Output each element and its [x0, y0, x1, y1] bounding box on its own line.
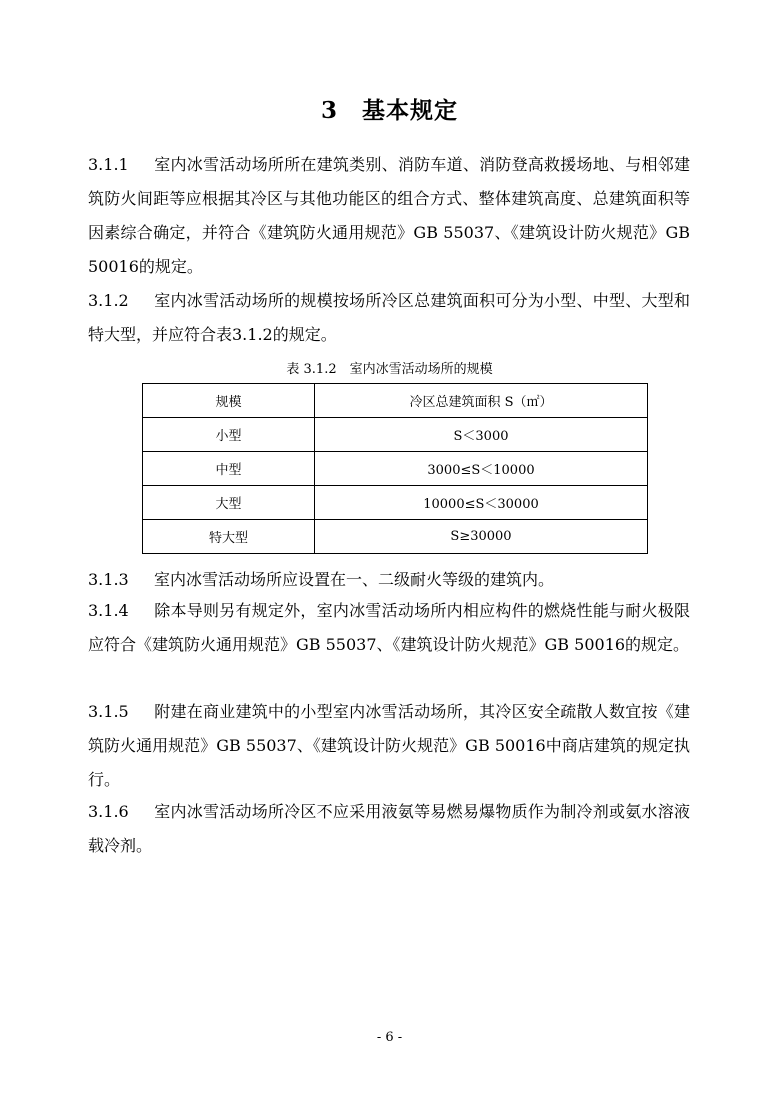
clause-number: 3.1.5	[88, 702, 129, 721]
table-caption: 表 3.1.2 室内冰雪活动场所的规模	[286, 362, 493, 377]
clause-number: 3.1.1	[88, 155, 129, 174]
clause-3-1-4	[88, 594, 690, 662]
clause-text: 除本导则另有规定外，室内冰雪活动场所内相应构件的燃烧性能与耐火极限应符合《建筑防火通用规范》GB 55037、《建筑设计防火规范》GB 50016的规定。	[88, 601, 690, 654]
table-header-row	[143, 384, 648, 418]
table-row	[143, 520, 648, 554]
clause-number: 3.1.6	[88, 802, 129, 821]
table-cell: S≥30000	[315, 520, 648, 554]
clause-text: 室内冰雪活动场所冷区不应采用液氨等易燃易爆物质作为制冷剂或氨水溶液载冷剂。	[88, 802, 690, 855]
clause-3-1-3	[88, 563, 690, 597]
clause-3-1-2	[88, 284, 690, 352]
table-cell: 3000≤S＜10000	[315, 452, 648, 486]
page-number: - 6 -	[376, 1030, 403, 1045]
clause-text: 室内冰雪活动场所的规模按场所冷区总建筑面积可分为小型、中型、大型和特大型，并应符合表3.1.2的规定。	[88, 291, 690, 344]
table-cell: 中型	[143, 452, 315, 486]
table-cell: S＜3000	[315, 418, 648, 452]
clause-text: 室内冰雪活动场所所在建筑类别、消防车道、消防登高救援场地、与相邻建筑防火间距等应根据其冷区与其他功能区的组合方式、整体建筑高度、总建筑面积等因素综合确定，并符合《建筑防火通用规范》GB 55037、《建筑设计防火规范》GB 50016的规定。	[88, 155, 690, 276]
table-header-cell: 冷区总建筑面积 S（㎡）	[315, 384, 648, 418]
table-row	[143, 486, 648, 520]
clause-number: 3.1.3	[88, 570, 129, 589]
clause-3-1-1	[88, 148, 690, 284]
clause-number: 3.1.2	[88, 291, 129, 310]
table-cell: 小型	[143, 418, 315, 452]
page-title: 3 基本规定	[320, 97, 458, 124]
table-cell: 大型	[143, 486, 315, 520]
table-cell: 10000≤S＜30000	[315, 486, 648, 520]
clause-3-1-5	[88, 695, 690, 797]
clause-number: 3.1.4	[88, 601, 129, 620]
table-row	[143, 418, 648, 452]
table-cell: 特大型	[143, 520, 315, 554]
clause-3-1-6	[88, 795, 690, 863]
clause-text: 附建在商业建筑中的小型室内冰雪活动场所，其冷区安全疏散人数宜按《建筑防火通用规范》GB 55037、《建筑设计防火规范》GB 50016中商店建筑的规定执行。	[88, 702, 690, 789]
table-header-cell: 规模	[143, 384, 315, 418]
table-row	[143, 452, 648, 486]
scale-table	[142, 383, 648, 554]
clause-text: 室内冰雪活动场所应设置在一、二级耐火等级的建筑内。	[154, 570, 555, 589]
